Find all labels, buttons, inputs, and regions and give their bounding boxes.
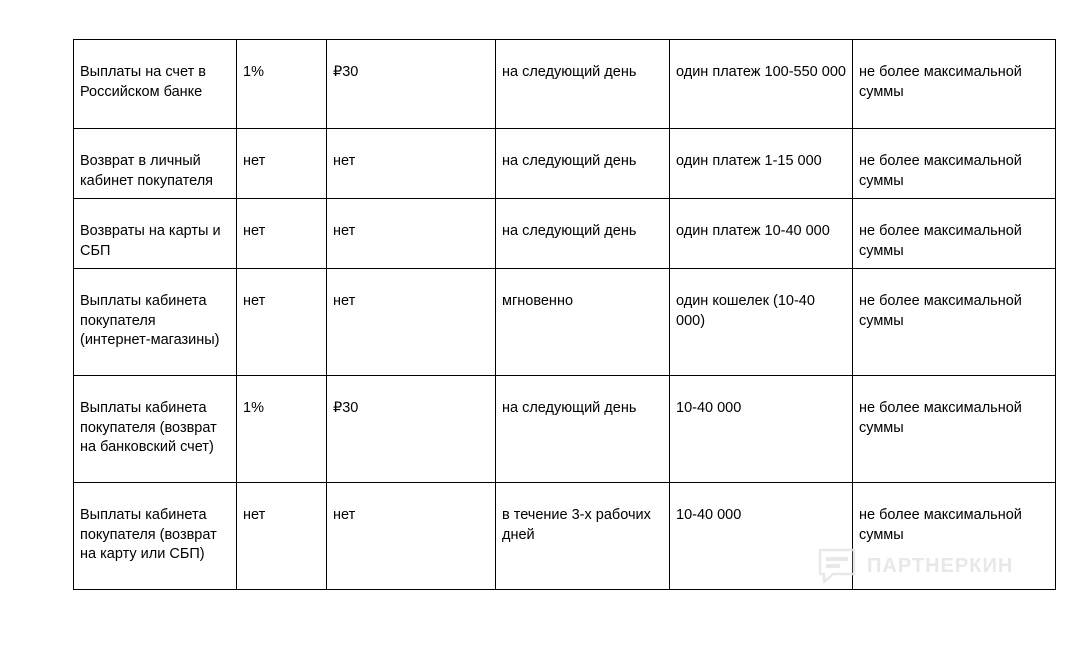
cell-percent-fee: нет	[237, 199, 327, 269]
cell-percent-fee: нет	[237, 129, 327, 199]
table-row	[74, 269, 1056, 376]
partnerkin-logo-icon	[817, 546, 859, 586]
cell-fixed-fee: нет	[327, 129, 496, 199]
cell-limits: один платеж 1-15 000	[670, 129, 853, 199]
table-row	[74, 376, 1056, 483]
cell-limits: 10-40 000	[670, 376, 853, 483]
cell-method: Выплаты на счет в Российском банке	[74, 40, 237, 129]
watermark	[817, 546, 1013, 586]
fees-table	[73, 39, 1056, 590]
cell-limits: один кошелек (10-40 000)	[670, 269, 853, 376]
cell-max: не более максимальной суммы	[853, 129, 1056, 199]
watermark-text: ПАРТНЕРКИН	[867, 554, 1014, 577]
cell-method: Выплаты кабинета покупателя (интернет-магазины)	[74, 269, 237, 376]
table-row	[74, 40, 1056, 129]
cell-timing: на следующий день	[496, 40, 670, 129]
table-row	[74, 199, 1056, 269]
cell-max: не более максимальной суммы	[853, 376, 1056, 483]
cell-percent-fee: нет	[237, 269, 327, 376]
cell-timing: мгновенно	[496, 269, 670, 376]
cell-max: не более максимальной суммы	[853, 269, 1056, 376]
cell-fixed-fee: ₽30	[327, 376, 496, 483]
cell-limits: 10-40 000	[670, 483, 853, 590]
table-row	[74, 129, 1056, 199]
cell-max: не более максимальной суммы	[853, 199, 1056, 269]
cell-timing: на следующий день	[496, 376, 670, 483]
cell-limits: один платеж 10-40 000	[670, 199, 853, 269]
cell-percent-fee: нет	[237, 483, 327, 590]
cell-limits: один платеж 100-550 000	[670, 40, 853, 129]
cell-fixed-fee: ₽30	[327, 40, 496, 129]
cell-fixed-fee: нет	[327, 269, 496, 376]
cell-fixed-fee: нет	[327, 199, 496, 269]
cell-percent-fee: 1%	[237, 40, 327, 129]
cell-max: не более максимальной суммы	[853, 40, 1056, 129]
cell-timing: на следующий день	[496, 199, 670, 269]
cell-method: Выплаты кабинета покупателя (возврат на банковский счет)	[74, 376, 237, 483]
cell-method: Выплаты кабинета покупателя (возврат на карту или СБП)	[74, 483, 237, 590]
cell-timing: в течение 3-х рабочих дней	[496, 483, 670, 590]
cell-max: не более максимальной суммы	[853, 483, 1056, 590]
cell-method: Возвраты на карты и СБП	[74, 199, 237, 269]
cell-method: Возврат в личный кабинет покупателя	[74, 129, 237, 199]
cell-percent-fee: 1%	[237, 376, 327, 483]
cell-timing: на следующий день	[496, 129, 670, 199]
cell-fixed-fee: нет	[327, 483, 496, 590]
